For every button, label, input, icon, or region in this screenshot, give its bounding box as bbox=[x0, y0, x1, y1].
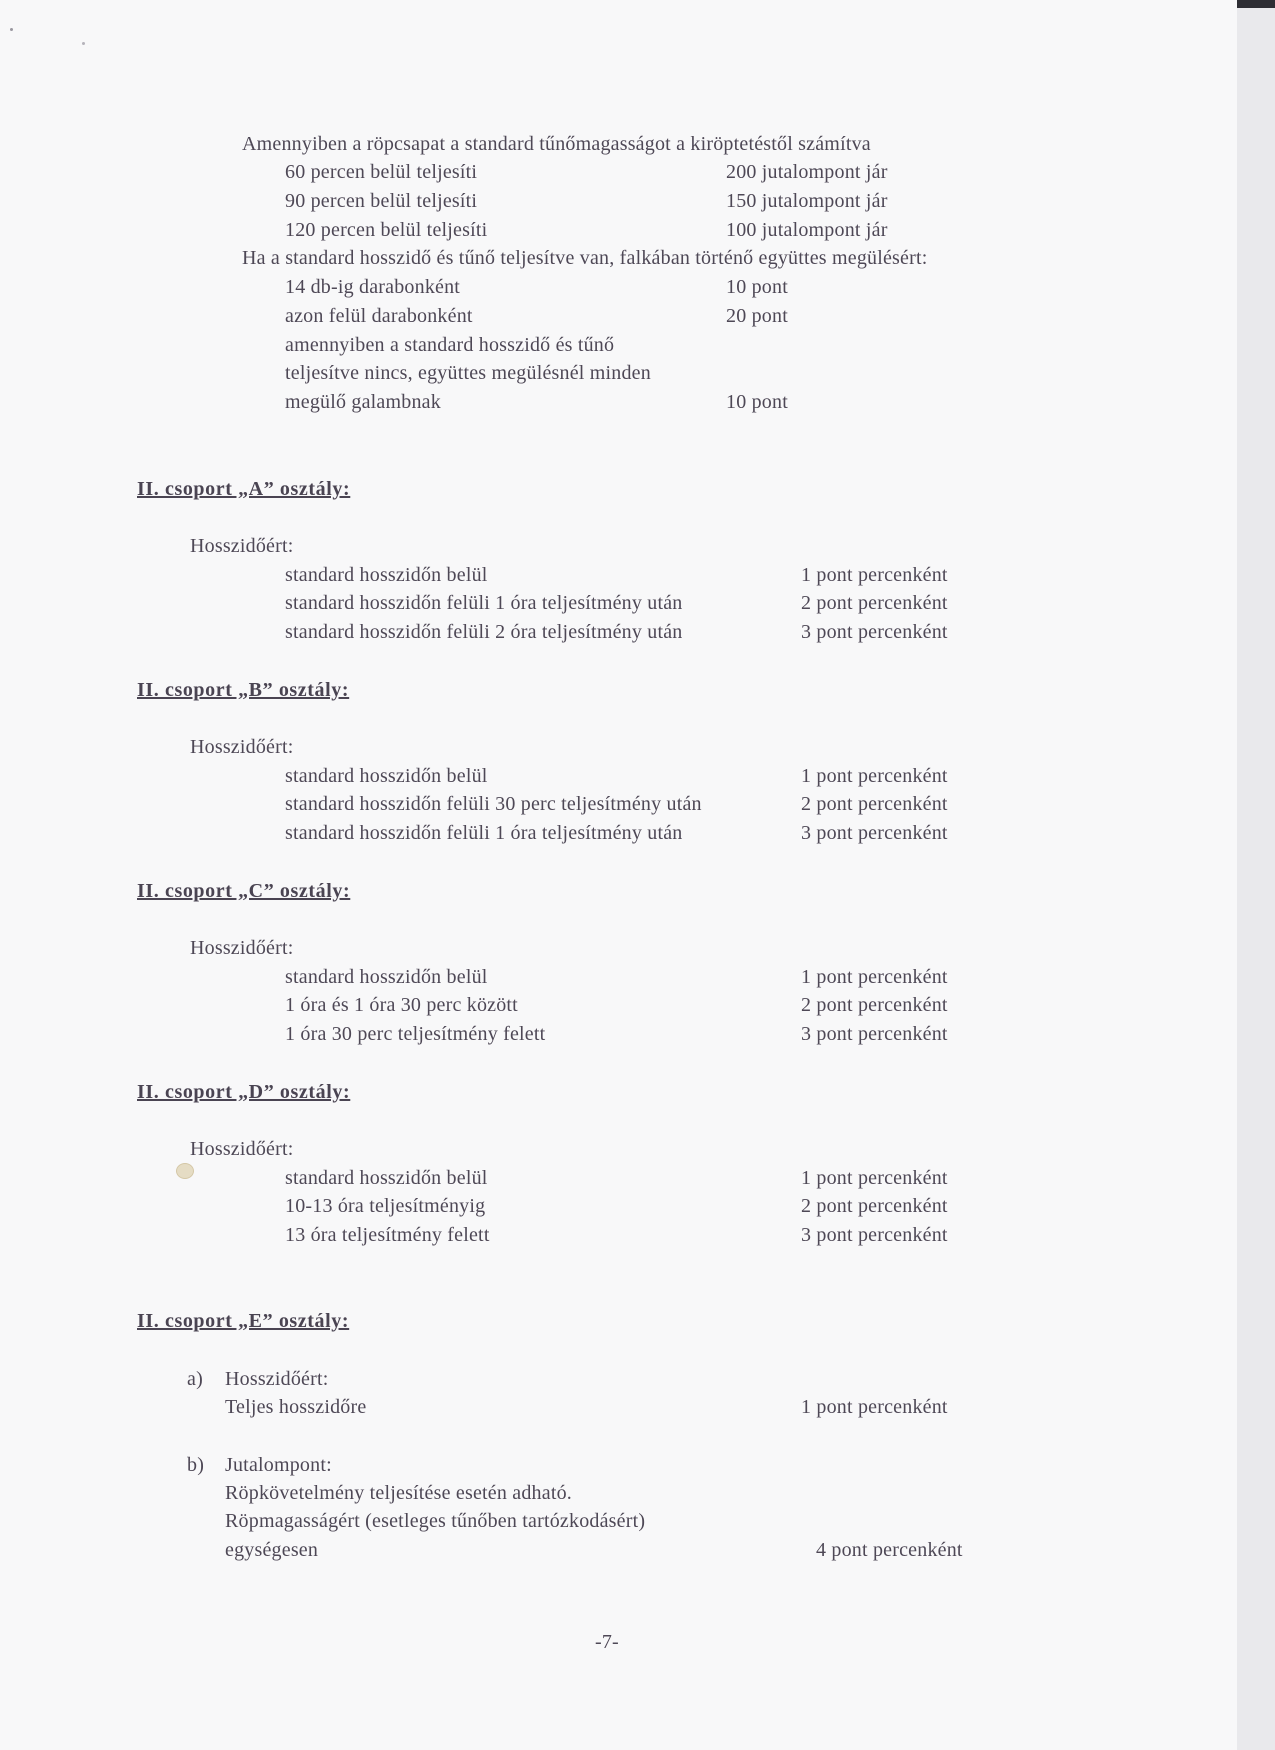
group-b-row-label: standard hosszidőn felüli 30 perc teljesítmény után bbox=[285, 793, 702, 815]
intro-row-value: 150 jutalompont jár bbox=[726, 190, 888, 212]
scan-edge-mark bbox=[1237, 0, 1275, 8]
group-e-b-line: egységesen bbox=[225, 1539, 319, 1561]
group-e-b-marker: b) bbox=[187, 1454, 205, 1476]
group-c-row-value: 3 pont percenként bbox=[801, 1023, 948, 1045]
group-a-row-value: 3 pont percenként bbox=[801, 621, 948, 643]
group-e-a-marker: a) bbox=[187, 1368, 203, 1390]
group-c-row-label: standard hosszidőn belül bbox=[285, 966, 488, 988]
group-a-subheading: Hosszidőért: bbox=[190, 535, 294, 557]
intro-row-label: 120 percen belül teljesíti bbox=[285, 219, 488, 241]
group-b-row-value: 2 pont percenként bbox=[801, 793, 948, 815]
not-met-line: teljesítve nincs, együttes megülésnél minden bbox=[285, 362, 651, 384]
group-e-b-value: 4 pont percenként bbox=[816, 1539, 963, 1561]
group-c-row-label: 1 óra és 1 óra 30 perc között bbox=[285, 994, 518, 1016]
group-a-row-label: standard hosszidőn felüli 1 óra teljesítmény után bbox=[285, 592, 683, 614]
scan-speck bbox=[176, 1163, 194, 1179]
intro-row-label: 60 percen belül teljesíti bbox=[285, 161, 478, 183]
group-d-row-label: 13 óra teljesítmény felett bbox=[285, 1224, 490, 1246]
scan-speck bbox=[82, 42, 85, 45]
scan-speck bbox=[10, 28, 13, 31]
group-a-row-value: 1 pont percenként bbox=[801, 564, 948, 586]
group-a-row-label: standard hosszidőn felüli 2 óra teljesítmény után bbox=[285, 621, 683, 643]
group-a-row-label: standard hosszidőn belül bbox=[285, 564, 488, 586]
flock-row-value: 20 pont bbox=[726, 305, 788, 327]
group-d-heading: II. csoport „D” osztály: bbox=[137, 1081, 351, 1103]
group-c-heading: II. csoport „C” osztály: bbox=[137, 880, 351, 902]
group-c-row-value: 2 pont percenként bbox=[801, 994, 948, 1016]
page-number: -7- bbox=[595, 1631, 619, 1653]
group-e-b-heading: Jutalompont: bbox=[225, 1454, 332, 1476]
flock-line: Ha a standard hosszidő és tűnő teljesítve van, falkában történő együttes megülésért: bbox=[242, 247, 928, 269]
group-c-subheading: Hosszidőért: bbox=[190, 937, 294, 959]
group-e-heading: II. csoport „E” osztály: bbox=[137, 1310, 350, 1332]
group-e-a-label: Teljes hosszidőre bbox=[225, 1396, 367, 1418]
group-d-subheading: Hosszidőért: bbox=[190, 1138, 294, 1160]
group-b-heading: II. csoport „B” osztály: bbox=[137, 679, 350, 701]
group-e-b-line: Röpkövetelmény teljesítése esetén adható. bbox=[225, 1482, 572, 1504]
not-met-line: amennyiben a standard hosszidő és tűnő bbox=[285, 334, 615, 356]
group-e-a-heading: Hosszidőért: bbox=[225, 1368, 329, 1390]
intro-row-value: 100 jutalompont jár bbox=[726, 219, 888, 241]
group-a-heading: II. csoport „A” osztály: bbox=[137, 478, 351, 500]
group-c-row-value: 1 pont percenként bbox=[801, 966, 948, 988]
group-e-b-line: Röpmagasságért (esetleges tűnőben tartózkodásért) bbox=[225, 1510, 646, 1532]
flock-row-value: 10 pont bbox=[726, 276, 788, 298]
group-b-row-value: 3 pont percenként bbox=[801, 822, 948, 844]
not-met-line: megülő galambnak bbox=[285, 391, 441, 413]
intro-row-label: 90 percen belül teljesíti bbox=[285, 190, 478, 212]
group-b-row-label: standard hosszidőn felüli 1 óra teljesítmény után bbox=[285, 822, 683, 844]
group-d-row-label: 10-13 óra teljesítményig bbox=[285, 1195, 486, 1217]
not-met-value: 10 pont bbox=[726, 391, 788, 413]
group-e-a-value: 1 pont percenként bbox=[801, 1396, 948, 1418]
group-d-row-value: 3 pont percenként bbox=[801, 1224, 948, 1246]
intro-row-value: 200 jutalompont jár bbox=[726, 161, 888, 183]
group-d-row-value: 1 pont percenként bbox=[801, 1167, 948, 1189]
group-b-row-value: 1 pont percenként bbox=[801, 765, 948, 787]
group-b-subheading: Hosszidőért: bbox=[190, 736, 294, 758]
group-d-row-label: standard hosszidőn belül bbox=[285, 1167, 488, 1189]
scan-edge bbox=[1237, 0, 1275, 1750]
group-b-row-label: standard hosszidőn belül bbox=[285, 765, 488, 787]
group-d-row-value: 2 pont percenként bbox=[801, 1195, 948, 1217]
intro-line: Amennyiben a röpcsapat a standard tűnőmagasságot a kiröptetéstől számítva bbox=[242, 133, 871, 155]
group-a-row-value: 2 pont percenként bbox=[801, 592, 948, 614]
group-c-row-label: 1 óra 30 perc teljesítmény felett bbox=[285, 1023, 546, 1045]
flock-row-label: 14 db-ig darabonként bbox=[285, 276, 461, 298]
flock-row-label: azon felül darabonként bbox=[285, 305, 473, 327]
